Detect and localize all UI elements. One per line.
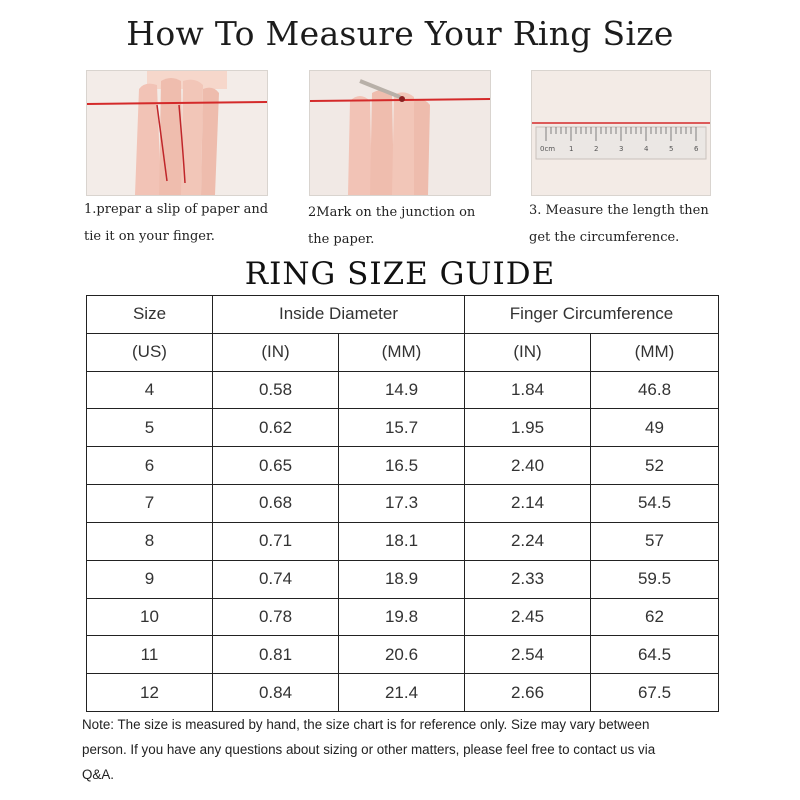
table-row — [87, 674, 719, 712]
step-3-line1: 3. Measure the length then — [529, 203, 709, 218]
ring-size-table — [86, 295, 719, 712]
table-row — [87, 447, 719, 485]
table-cell: 2.40 — [465, 447, 591, 485]
table-cell: 20.6 — [339, 636, 465, 674]
table-cell: 18.1 — [339, 522, 465, 560]
unit-cell: (MM) — [339, 333, 465, 371]
table-cell: 17.3 — [339, 485, 465, 523]
table-row — [87, 409, 719, 447]
table-cell: 0.74 — [213, 560, 339, 598]
unit-cell: (MM) — [591, 333, 719, 371]
step-1-photo — [86, 70, 268, 196]
step-2-line1: 2Mark on the junction on — [308, 205, 476, 220]
table-cell: 21.4 — [339, 674, 465, 712]
table-row — [87, 485, 719, 523]
table-header-row — [87, 296, 719, 334]
table-row — [87, 598, 719, 636]
table-cell: 19.8 — [339, 598, 465, 636]
step-2-caption — [308, 199, 475, 253]
table-cell: 62 — [591, 598, 719, 636]
step-3-ruler-photo — [531, 70, 711, 196]
table-cell: 12 — [87, 674, 213, 712]
table-cell: 16.5 — [339, 447, 465, 485]
table-cell: 1.84 — [465, 371, 591, 409]
table-cell: 2.33 — [465, 560, 591, 598]
table-cell: 11 — [87, 636, 213, 674]
table-row — [87, 371, 719, 409]
table-cell: 1.95 — [465, 409, 591, 447]
table-cell: 2.54 — [465, 636, 591, 674]
table-cell: 4 — [87, 371, 213, 409]
unit-cell: (US) — [87, 333, 213, 371]
step-1-line1: 1.prepar a slip of paper and — [84, 202, 269, 217]
table-cell: 0.78 — [213, 598, 339, 636]
page-title: How To Measure Your Ring Size — [126, 14, 674, 53]
table-cell: 10 — [87, 598, 213, 636]
table-cell: 2.24 — [465, 522, 591, 560]
table-row — [87, 636, 719, 674]
header-finger-circumference: Finger Circumference — [465, 296, 719, 334]
table-cell: 59.5 — [591, 560, 719, 598]
table-cell: 52 — [591, 447, 719, 485]
table-cell: 6 — [87, 447, 213, 485]
table-cell: 5 — [87, 409, 213, 447]
table-cell: 64.5 — [591, 636, 719, 674]
table-cell: 2.66 — [465, 674, 591, 712]
table-cell: 49 — [591, 409, 719, 447]
ruler-label: 4 — [644, 145, 649, 153]
step-3-line2: get the circumference. — [529, 230, 680, 245]
step-2-photo — [309, 70, 491, 196]
table-cell: 46.8 — [591, 371, 719, 409]
note-line: Q&A. — [82, 767, 114, 782]
table-cell: 18.9 — [339, 560, 465, 598]
ruler-label: 2 — [594, 145, 599, 153]
table-cell: 0.84 — [213, 674, 339, 712]
header-inside-diameter: Inside Diameter — [213, 296, 465, 334]
step-1-caption — [84, 196, 268, 250]
table-cell: 14.9 — [339, 371, 465, 409]
table-cell: 2.45 — [465, 598, 591, 636]
table-cell: 57 — [591, 522, 719, 560]
table-cell: 67.5 — [591, 674, 719, 712]
table-cell: 0.68 — [213, 485, 339, 523]
unit-cell: (IN) — [213, 333, 339, 371]
table-row — [87, 560, 719, 598]
ruler-label: 6 — [694, 145, 699, 153]
step-3-caption — [529, 197, 709, 251]
ruler-label: 3 — [619, 145, 624, 153]
table-cell: 54.5 — [591, 485, 719, 523]
table-cell: 9 — [87, 560, 213, 598]
table-cell: 8 — [87, 522, 213, 560]
disclaimer-note — [82, 712, 742, 787]
table-cell: 0.65 — [213, 447, 339, 485]
table-cell: 0.62 — [213, 409, 339, 447]
table-cell: 7 — [87, 485, 213, 523]
table-cell: 15.7 — [339, 409, 465, 447]
note-line: person. If you have any questions about sizing or other matters, please feel free to contact us via — [82, 742, 656, 757]
unit-cell: (IN) — [465, 333, 591, 371]
table-cell: 0.81 — [213, 636, 339, 674]
step-2-line2: the paper. — [308, 232, 375, 247]
note-line: Note: The size is measured by hand, the size chart is for reference only. Size may vary between — [82, 717, 650, 732]
table-cell: 0.71 — [213, 522, 339, 560]
header-size: Size — [87, 296, 213, 334]
ruler-label: 1 — [569, 145, 574, 153]
table-cell: 0.58 — [213, 371, 339, 409]
table-units-row — [87, 333, 719, 371]
ring-size-guide-heading: RING SIZE GUIDE — [244, 256, 556, 292]
ruler-label: 0cm — [540, 145, 556, 153]
ruler-label: 5 — [669, 145, 674, 153]
table-cell: 2.14 — [465, 485, 591, 523]
step-1-line2: tie it on your finger. — [84, 229, 215, 244]
table-row — [87, 522, 719, 560]
